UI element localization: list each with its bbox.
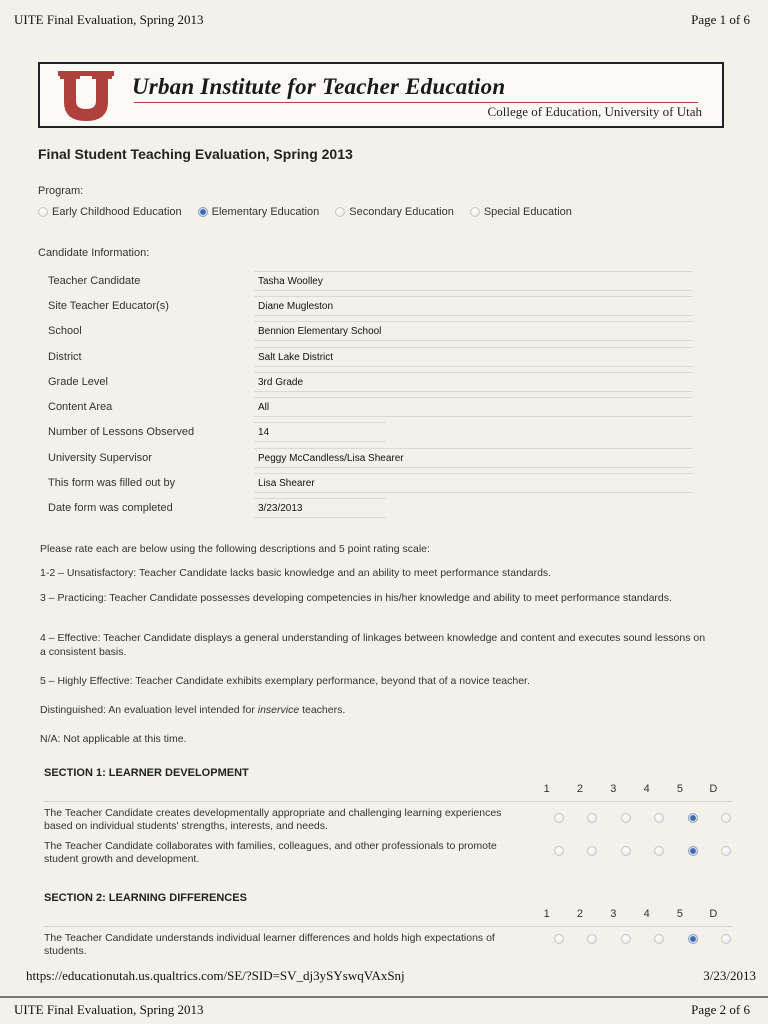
- rating-radio-d[interactable]: [721, 846, 731, 856]
- radio-button[interactable]: [335, 207, 345, 217]
- rating-item-1-2: [44, 840, 732, 866]
- info-row-filled-out-by: [48, 470, 692, 495]
- rating-radio-3[interactable]: [621, 934, 631, 944]
- program-options: [38, 206, 728, 218]
- section-1-title: SECTION 1: LEARNER DEVELOPMENT: [44, 767, 249, 779]
- rating-radio-d[interactable]: [721, 934, 731, 944]
- rating-col-1: 1: [543, 908, 550, 920]
- rating-radio-4[interactable]: [654, 813, 664, 823]
- program-option-elementary[interactable]: [198, 206, 320, 218]
- field-label: Grade Level: [48, 375, 108, 388]
- rating-item-1-1: [44, 807, 732, 833]
- content-area-field[interactable]: All: [254, 397, 692, 417]
- rating-col-5: 5: [676, 783, 684, 795]
- rating-radio-4[interactable]: [654, 846, 664, 856]
- program-option-label: Elementary Education: [211, 206, 320, 218]
- form-title: Final Student Teaching Evaluation, Spring 2013: [38, 146, 353, 162]
- rating-col-3: 3: [610, 908, 617, 920]
- radio-button-selected[interactable]: [198, 207, 208, 217]
- program-option-early-childhood[interactable]: [38, 206, 182, 218]
- info-row-university-supervisor: [48, 445, 692, 470]
- rating-col-3: 3: [610, 783, 617, 795]
- scale-unsatisfactory: 1-2 – Unsatisfactory: Teacher Candidate lacks basic knowledge and an ability to meet performance standards.: [40, 567, 552, 579]
- field-label: Number of Lessons Observed: [48, 426, 195, 439]
- info-row-content-area: [48, 394, 692, 419]
- print-footer: [26, 968, 756, 984]
- scale-distinguished: [40, 704, 708, 718]
- program-option-label: Early Childhood Education: [52, 206, 182, 218]
- field-label: This form was filled out by: [48, 477, 176, 490]
- divider: [44, 801, 732, 802]
- rating-item-text: The Teacher Candidate collaborates with families, colleagues, and other professionals to promote student growth and development.: [44, 840, 497, 866]
- scale-effective: 4 – Effective: Teacher Candidate displays a general understanding of linkages between knowledge and content and executes sound lessons on a consistent basis.: [40, 632, 706, 658]
- rating-item-text: The Teacher Candidate understands individual learner differences and holds high expectations of students.: [44, 932, 495, 958]
- rating-radio-3[interactable]: [621, 813, 631, 823]
- next-page-number: Page 2 of 6: [691, 1002, 750, 1017]
- divider: [44, 926, 732, 927]
- rating-item-2-1: [44, 932, 732, 958]
- print-header-page: Page 1 of 6: [691, 12, 750, 27]
- rating-col-1: 1: [543, 783, 550, 795]
- field-label: University Supervisor: [48, 451, 152, 464]
- university-supervisor-field[interactable]: Peggy McCandless/Lisa Shearer: [254, 448, 692, 468]
- scale-highly-effective: 5 – Highly Effective: Teacher Candidate exhibits exemplary performance, beyond that of a novice teacher.: [40, 675, 530, 687]
- scale-distinguished-text: Distinguished: An evaluation level intended for: [40, 704, 258, 716]
- rating-radio-1[interactable]: [554, 934, 564, 944]
- banner-title: Urban Institute for Teacher Education: [132, 74, 506, 99]
- rating-options: [542, 846, 743, 856]
- teacher-candidate-field[interactable]: Tasha Woolley: [254, 271, 692, 291]
- program-label: Program:: [38, 185, 84, 197]
- rating-col-2: 2: [576, 783, 584, 795]
- footer-url: https://educationutah.us.qualtrics.com/SE/?SID=SV_dj3ySYswqVAxSnj: [26, 968, 405, 983]
- candidate-info-table: [48, 268, 692, 521]
- section-2-title: SECTION 2: LEARNING DIFFERENCES: [44, 892, 247, 904]
- footer-date: 3/23/2013: [703, 968, 756, 983]
- rating-radio-d[interactable]: [721, 813, 731, 823]
- field-label: District: [48, 350, 82, 363]
- banner-divider: [134, 102, 698, 103]
- radio-button[interactable]: [470, 207, 480, 217]
- rating-col-4: 4: [643, 908, 650, 920]
- field-label: Content Area: [48, 401, 113, 414]
- field-label: Site Teacher Educator(s): [48, 299, 169, 312]
- print-header-title: UITE Final Evaluation, Spring 2013: [14, 12, 204, 27]
- rating-radio-2[interactable]: [587, 813, 597, 823]
- page-break: [0, 996, 768, 998]
- scale-distinguished-tail: teachers.: [299, 704, 346, 716]
- site-teacher-field[interactable]: Diane Mugleston: [254, 296, 692, 316]
- field-label: Teacher Candidate: [48, 274, 141, 287]
- school-field[interactable]: Bennion Elementary School: [254, 321, 692, 341]
- info-row-lessons-observed: [48, 420, 692, 445]
- info-row-school: [48, 319, 692, 344]
- rating-radio-2[interactable]: [587, 846, 597, 856]
- scale-intro: Please rate each are below using the following descriptions and 5 point rating scale:: [40, 543, 430, 555]
- grade-level-field[interactable]: 3rd Grade: [254, 372, 692, 392]
- candidate-info-label: Candidate Information:: [38, 247, 150, 259]
- rating-col-d: D: [709, 908, 718, 920]
- program-option-special[interactable]: [470, 206, 572, 218]
- rating-radio-1[interactable]: [554, 846, 564, 856]
- university-of-utah-logo: [58, 71, 114, 123]
- program-option-label: Secondary Education: [349, 206, 454, 218]
- info-row-district: [48, 344, 692, 369]
- field-label: Date form was completed: [48, 502, 173, 515]
- rating-col-5: 5: [676, 908, 684, 920]
- info-row-site-teacher: [48, 293, 692, 318]
- rating-radio-1[interactable]: [554, 813, 564, 823]
- scale-na: N/A: Not applicable at this time.: [40, 733, 187, 745]
- banner-subtitle: College of Education, University of Utah: [487, 104, 702, 119]
- rating-radio-4[interactable]: [654, 934, 664, 944]
- program-option-label: Special Education: [483, 206, 572, 218]
- program-option-secondary[interactable]: [335, 206, 454, 218]
- rating-col-d: D: [709, 783, 718, 795]
- rating-col-2: 2: [576, 908, 584, 920]
- rating-options: [542, 934, 743, 944]
- district-field[interactable]: Salt Lake District: [254, 347, 692, 367]
- institute-banner: [38, 62, 724, 128]
- field-label: School: [48, 325, 82, 338]
- rating-col-4: 4: [643, 783, 650, 795]
- rating-options: [542, 813, 743, 823]
- rating-radio-5-selected[interactable]: [688, 813, 698, 823]
- scale-practicing: 3 – Practicing: Teacher Candidate possesses developing competencies in his/her knowledge and ability to meet performance standards.: [40, 592, 672, 604]
- rating-item-text: The Teacher Candidate creates developmentally appropriate and challenging learning experiences based on individual students' strengths, interests, and needs.: [44, 807, 502, 833]
- next-page-header: [14, 1002, 750, 1018]
- rating-radio-2[interactable]: [587, 934, 597, 944]
- rating-radio-3[interactable]: [621, 846, 631, 856]
- lessons-observed-field[interactable]: 14: [254, 422, 386, 442]
- radio-button[interactable]: [38, 207, 48, 217]
- rating-header-section-2: [530, 908, 730, 920]
- info-row-grade-level: [48, 369, 692, 394]
- rating-radio-5-selected[interactable]: [688, 846, 698, 856]
- next-page-title: UITE Final Evaluation, Spring 2013: [14, 1002, 204, 1017]
- rating-radio-5-selected[interactable]: [688, 934, 698, 944]
- print-header: [14, 12, 750, 28]
- info-row-date-completed: [48, 496, 692, 521]
- filled-out-by-field[interactable]: Lisa Shearer: [254, 473, 692, 493]
- date-completed-field[interactable]: 3/23/2013: [254, 498, 386, 518]
- info-row-teacher-candidate: [48, 268, 692, 293]
- scale-distinguished-emphasis: inservice: [257, 704, 300, 716]
- rating-header-section-1: [530, 783, 730, 795]
